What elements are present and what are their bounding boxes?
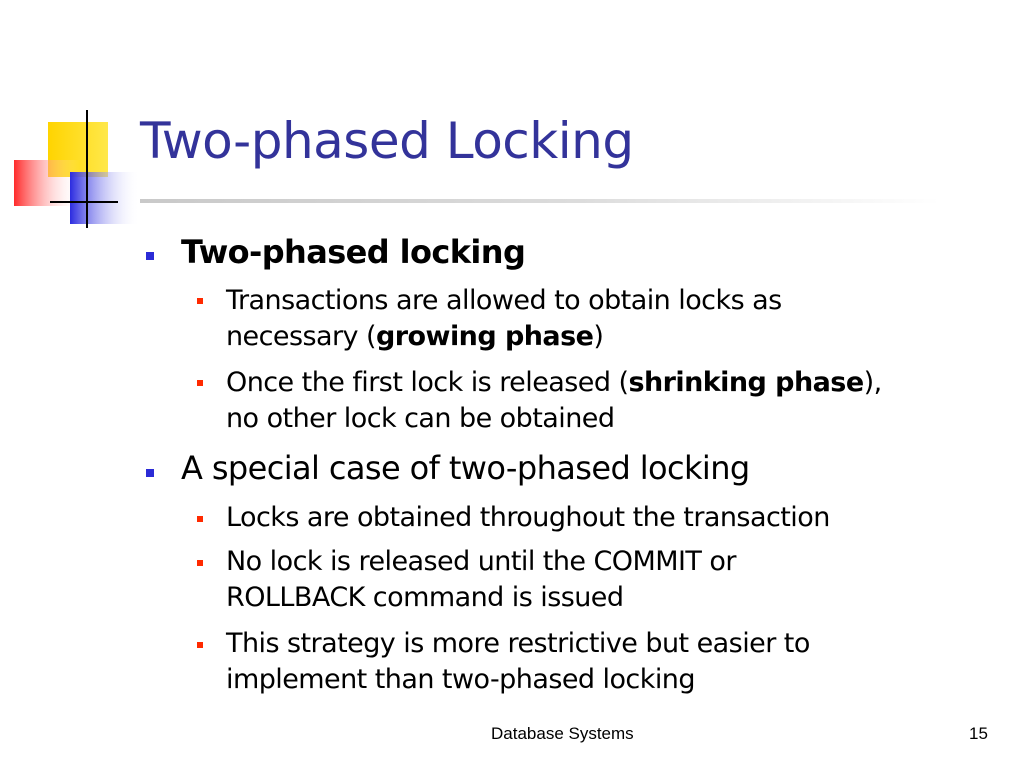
level1-bullet-marker: [146, 469, 154, 477]
sub-bullet-text: ROLLBACK command is issued: [226, 582, 624, 613]
sub-bullet-strategy: [226, 626, 1016, 698]
sub-bullet-shrinking-phase: [226, 365, 1016, 437]
sub-bullet-text: Locks are obtained throughout the transaction: [226, 502, 830, 533]
sub-bullet-locks-obtained: [226, 500, 1016, 536]
slide-title: Two-phased Locking: [140, 112, 634, 170]
page-number: 15: [969, 724, 988, 743]
title-underline: [140, 199, 940, 203]
sub-bullet-text: ): [593, 321, 604, 352]
sub-bullet-text: This strategy is more restrictive but easier to: [226, 628, 810, 659]
sub-bullet-text: implement than two-phased locking: [226, 664, 695, 695]
sub-bullet-text: necessary (: [226, 321, 377, 352]
sub-bullet-text: No lock is released until the COMMIT or: [226, 546, 736, 577]
level2-bullet-marker: [197, 560, 203, 566]
emphasis-growing-phase: growing phase: [376, 321, 594, 352]
footer-text: Database Systems: [491, 724, 634, 743]
sub-bullet-growing-phase: [226, 283, 1016, 355]
emphasis-shrinking-phase: shrinking phase: [628, 367, 864, 398]
level1-bullet-marker: [146, 252, 154, 260]
level2-bullet-marker: [197, 516, 203, 522]
bullet-two-phased-locking: Two-phased locking: [181, 233, 526, 271]
sub-bullet-text: no other lock can be obtained: [226, 403, 615, 434]
level2-bullet-marker: [197, 642, 203, 648]
level2-bullet-marker: [197, 298, 203, 304]
sub-bullet-text: Once the first lock is released (: [226, 367, 629, 398]
sub-bullet-text: Transactions are allowed to obtain locks as: [226, 285, 782, 316]
bullet-special-case: A special case of two-phased locking: [181, 449, 750, 487]
sub-bullet-no-lock-released: [226, 544, 1016, 616]
level2-bullet-marker: [197, 380, 203, 386]
sub-bullet-text: ),: [863, 367, 882, 398]
decorative-corner-graphic: [0, 0, 150, 240]
